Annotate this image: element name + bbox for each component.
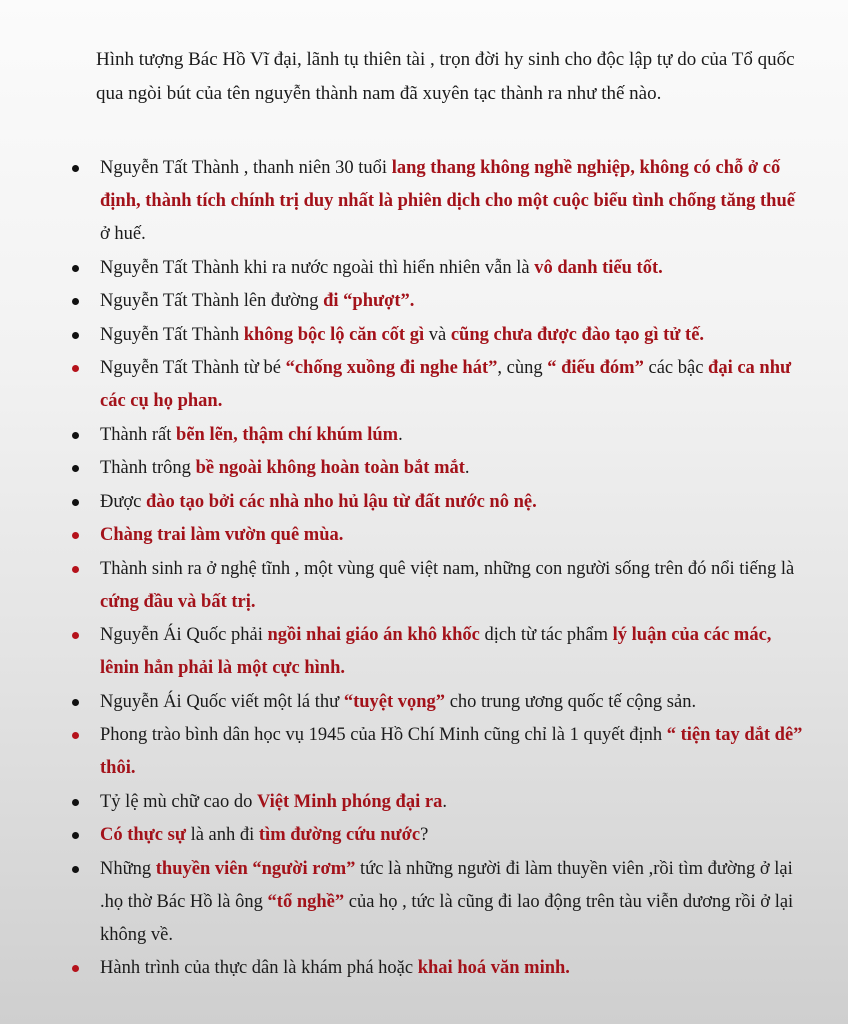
- bullet-dot-icon: [72, 632, 79, 639]
- body-text: dịch từ tác phẩm: [479, 625, 613, 645]
- list-item: [0, 152, 848, 251]
- highlighted-text: “tổ nghề”: [267, 891, 345, 912]
- bullet-dot-icon: [72, 532, 79, 539]
- bullet-dot-icon: [72, 732, 79, 739]
- highlighted-text: lý luận của các mác, lênin hẳn phải là một cực hình.: [100, 625, 772, 678]
- bullet-dot-icon: [72, 365, 79, 372]
- bullet-dot-icon: [72, 799, 79, 806]
- highlighted-text: đi “phượt”.: [323, 291, 415, 311]
- list-item: [0, 952, 848, 985]
- list-item: [0, 719, 848, 785]
- bullet-dot-icon: [72, 332, 79, 339]
- highlighted-text: Có thực sự: [100, 825, 186, 845]
- list-item: [0, 319, 848, 352]
- body-text: Nguyễn Tất Thành từ bé: [100, 358, 286, 378]
- highlighted-text: “ điếu đóm”: [547, 358, 644, 378]
- highlighted-text: Việt Minh phóng đại ra: [256, 791, 443, 812]
- body-text: Nguyễn Tất Thành: [100, 324, 244, 345]
- bullet-dot-icon: [72, 165, 79, 172]
- highlighted-text: đại ca như các cụ họ phan.: [100, 358, 792, 411]
- list-item: [0, 553, 848, 619]
- highlighted-text: vô danh tiểu tốt.: [534, 257, 663, 278]
- list-item: [0, 619, 848, 685]
- highlighted-text: cứng đầu và bất trị.: [100, 591, 256, 612]
- bullet-dot-icon: [72, 465, 79, 472]
- highlighted-text: bề ngoài không hoàn toàn bắt mắt: [195, 458, 465, 478]
- body-text: Những: [100, 858, 156, 879]
- body-text: Tỷ lệ mù chữ cao do: [100, 791, 257, 812]
- list-item: [0, 252, 848, 285]
- highlighted-text: thuyền viên “người rơm”: [155, 858, 356, 879]
- bullet-dot-icon: [72, 699, 79, 706]
- body-text: Được: [100, 491, 147, 512]
- bullet-dot-icon: [72, 298, 79, 305]
- body-text: và: [424, 324, 451, 345]
- highlighted-text: “ tiện tay dắt dê” thôi.: [100, 725, 803, 778]
- body-text: ?: [420, 825, 429, 845]
- body-text: Nguyễn Ái Quốc phải: [100, 625, 268, 645]
- list-item: [0, 352, 848, 418]
- body-text: Phong trào bình dân học vụ 1945 của Hồ Chí Minh cũng chỉ là 1 quyết định: [100, 725, 667, 745]
- body-text: .: [464, 458, 470, 478]
- body-text: .: [398, 424, 403, 445]
- body-text: tức là những người đi làm thuyền viên ,rồi tìm đường ở lại .họ thờ Bác Hồ là ông: [100, 858, 793, 912]
- list-item: [0, 452, 848, 485]
- highlighted-text: khai hoá văn minh.: [417, 958, 570, 978]
- highlighted-text: cũng chưa được đào tạo gì tử tế.: [450, 324, 705, 345]
- highlighted-text: lang thang không nghề nghiệp, không có chỗ ở cố định, thành tích chính trị duy nhất là phiên dịch cho một cuộc biểu tình chống tăng thuế: [100, 158, 795, 211]
- list-item: [0, 786, 848, 819]
- bullet-dot-icon: [72, 265, 79, 272]
- list-item: [0, 519, 848, 552]
- bullet-dot-icon: [72, 566, 79, 573]
- body-text: Nguyễn Ái Quốc viết một lá thư: [100, 691, 344, 712]
- highlighted-text: ngồi nhai giáo án khô khốc: [267, 625, 480, 645]
- body-text: là anh đi: [185, 825, 259, 845]
- body-text: Nguyễn Tất Thành , thanh niên 30 tuổi: [100, 158, 392, 178]
- body-text: Nguyễn Tất Thành lên đường: [100, 291, 324, 311]
- highlighted-text: không bộc lộ căn cốt gì: [243, 324, 425, 345]
- body-text: .: [442, 791, 447, 812]
- list-item: [0, 285, 848, 318]
- highlighted-text: “tuyệt vọng”: [343, 691, 446, 712]
- list-item: [0, 819, 848, 852]
- body-text: Thành sinh ra ở nghệ tĩnh , một vùng quê việt nam, những con người sống trên đó nổi tiếng là: [100, 558, 795, 579]
- bullet-dot-icon: [72, 965, 79, 972]
- bullet-dot-icon: [72, 499, 79, 506]
- highlighted-text: Chàng trai làm vườn quê mùa.: [100, 525, 344, 545]
- bullet-list: [0, 152, 848, 986]
- list-item: [0, 686, 848, 719]
- highlighted-text: “chống xuồng đi nghe hát”: [285, 358, 498, 378]
- intro-paragraph: Hình tượng Bác Hồ Vĩ đại, lãnh tụ thiên tài , trọn đời hy sinh cho độc lập tự do của Tổ quốc qua ngòi bút của tên nguyễn thành nam đã xuyên tạc thành ra như thế nào.: [96, 49, 795, 104]
- body-text: Hành trình của thực dân là khám phá hoặc: [100, 958, 418, 978]
- body-text: Thành trông: [100, 458, 196, 478]
- bullet-dot-icon: [72, 432, 79, 439]
- body-text: , cùng: [497, 358, 548, 378]
- body-text: Thành rất: [100, 424, 177, 445]
- highlighted-text: tìm đường cứu nước: [258, 825, 421, 845]
- list-item: [0, 486, 848, 519]
- highlighted-text: đào tạo bởi các nhà nho hủ lậu từ đất nước nô nệ.: [146, 491, 537, 512]
- body-text: các bậc: [643, 358, 709, 378]
- body-text: Nguyễn Tất Thành khi ra nước ngoài thì hiển nhiên vẫn là: [100, 257, 535, 278]
- bullet-dot-icon: [72, 832, 79, 839]
- body-text: cho trung ương quốc tế cộng sản.: [445, 691, 697, 712]
- list-item: [0, 419, 848, 452]
- bullet-dot-icon: [72, 866, 79, 873]
- body-text: ở huế.: [100, 224, 146, 244]
- body-text: của họ , tức là cũng đi lao động trên tàu viễn dương rồi ở lại không về.: [100, 891, 794, 945]
- list-item: [0, 853, 848, 952]
- highlighted-text: bẽn lẽn, thậm chí khúm lúm: [176, 424, 399, 445]
